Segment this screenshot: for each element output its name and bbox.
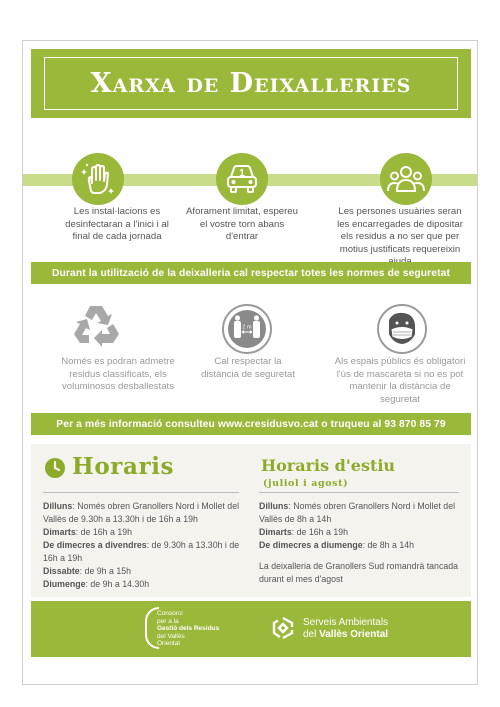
schedule-title: Horaris	[72, 453, 175, 480]
people-group-icon	[380, 153, 432, 205]
capacity-text: Aforament limitat, espereu el vostre torn abans d'entrar	[186, 206, 298, 242]
schedule-line: Dilluns: Només obren Granollers Nord i Mollet del Vallès de 8h a 14h	[259, 501, 456, 524]
poster	[22, 40, 478, 685]
summer-title: Horaris d'estiu	[261, 456, 396, 475]
summer-list	[259, 500, 464, 586]
summer-subtitle: (juliol i agost)	[263, 478, 349, 489]
consortium-text: Consorci per a la Gestió dels Residus del Vallès Oriental	[157, 610, 220, 648]
title-banner	[31, 49, 471, 118]
users-text: Les persones usuàries seran les encarregades de dipositar els residus a no ser que per motius justificats requereixin	[337, 206, 463, 255]
title-frame	[44, 57, 458, 110]
car-number-one-icon	[216, 153, 268, 205]
services-logo-icon	[271, 616, 295, 640]
distance-icon	[222, 304, 272, 354]
schedule-panel	[31, 444, 471, 597]
schedule-line: De dimecres a divendres: de 9.30h a 13.30h i de 16h a 19h	[43, 540, 240, 563]
page-title: Xarxa de Deixalleries	[90, 68, 412, 99]
schedule-line: Dissabte: de 9h a 15h	[43, 566, 132, 576]
schedule-list	[43, 500, 243, 591]
distance-label: 2 m	[242, 324, 252, 331]
distance-text: Cal respectar la distància de seguretat	[201, 356, 295, 380]
divider	[259, 492, 459, 493]
schedule-line: Diumenge: de 9h a 14.30h	[43, 579, 150, 589]
schedule-line: Dimarts: de 16h a 19h	[43, 527, 133, 537]
services-text: Serveis Ambientals del Vallès Oriental	[303, 617, 389, 640]
schedule-line: Dilluns: Només obren Granollers Nord i Mollet del Vallès de 9.30h a 13.30h i de 16h a 19h	[43, 501, 240, 524]
schedule-line: De dimecres a diumenge: de 8h a 14h	[259, 540, 415, 550]
mask-text: Als espais públics és obligatori l'ús de mascareta si no es pot mantenir la distància de seguretat	[334, 356, 466, 405]
summer-note: La deixalleria de Granollers Sud romandrà tancada durant el mes d'agost	[259, 561, 459, 584]
recycling-text: Només es podran admetre residus classificats, els voluminosos desballestats	[61, 356, 175, 392]
disinfection-text: Les instal·lacions es desinfectaran a l'inici i al final de cada jornada	[65, 206, 169, 242]
hand-sparkle-icon	[72, 153, 124, 205]
clock-icon	[45, 458, 65, 478]
divider	[43, 492, 239, 493]
recycle-icon	[68, 303, 124, 349]
svg-text:1: 1	[239, 168, 245, 179]
footer	[31, 601, 471, 657]
face-mask-icon	[377, 304, 427, 354]
info-strip: Per a més informació consulteu www.cresidusvo.cat o truqueu al 93 870 85 79	[31, 413, 471, 435]
schedule-line: Dimarts: de 16h a 19h	[259, 527, 349, 537]
safety-strip: Durant la utilització de la deixalleria cal respectar totes les normes de seguretat	[31, 262, 471, 284]
